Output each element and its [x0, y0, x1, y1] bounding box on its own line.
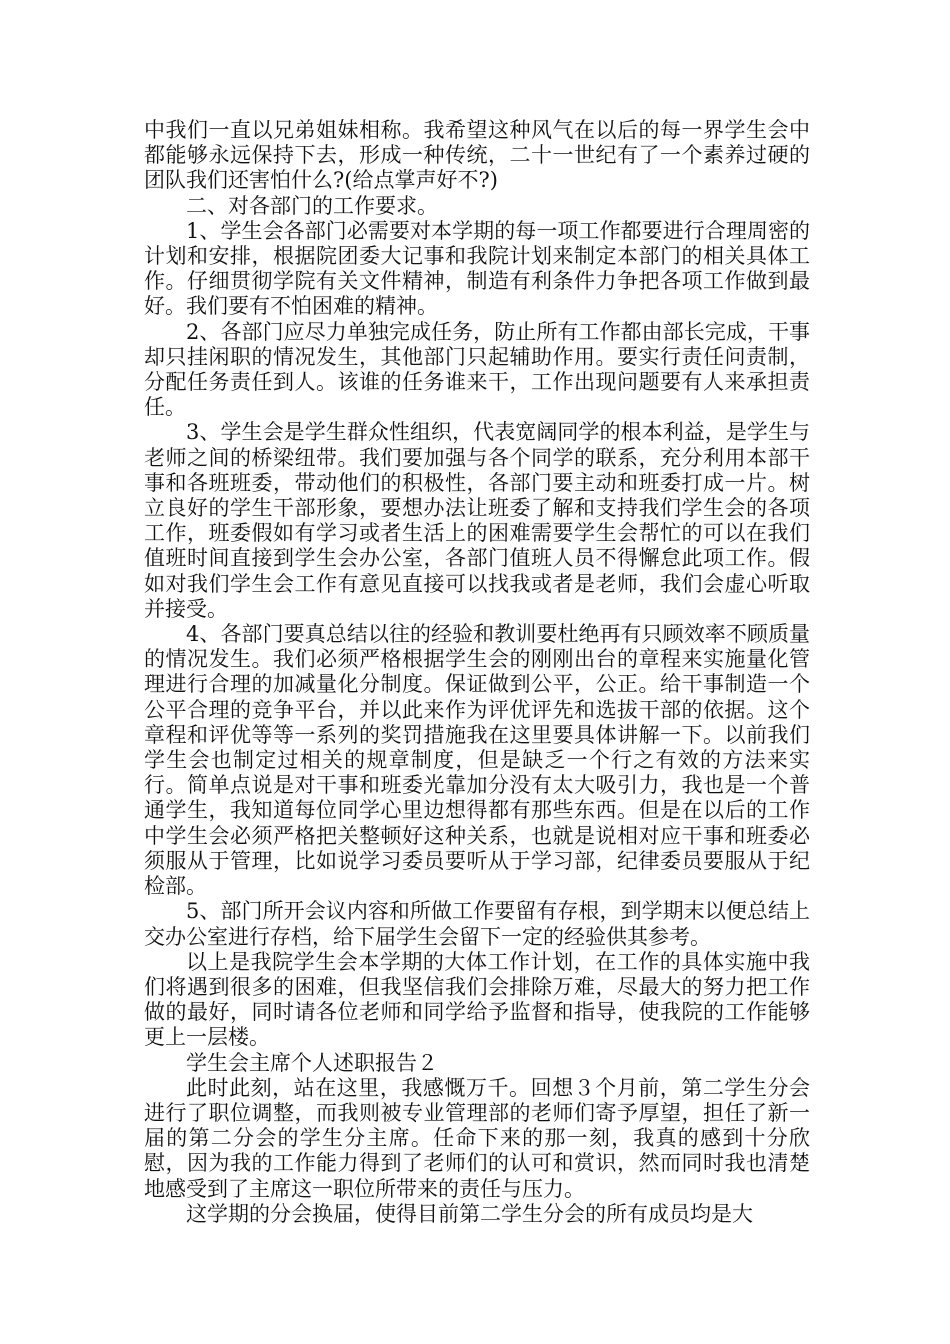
paragraph-item-3: 3、学生会是学生群众性组织，代表宽阔同学的根本利益，是学生与老师之间的桥梁纽带。我们要加强与各个同学的联系，充分利用本部干事和各班班委，带动他们的积极性，各部门要主动和班委打成一片。树立良好的学生干部形象，要想办法让班委了解和支持我们学生会的各项工作，班委假如有学习或者生活上的困难需要学生会帮忙的可以在我们值班时间直接到学生会办公室，各部门值班人员不得懈怠此项工作。假如对我们学生会工作有意见直接可以找我或者是老师，我们会虚心听取并接受。	[144, 420, 810, 621]
report-title-2: 学生会主席个人述职报告２	[186, 1050, 438, 1075]
paragraph-report-continued: 这学期的分会换届，使得目前第二学生分会的所有成员均是大	[186, 1201, 753, 1226]
paragraph-item-4: 4、各部门要真总结以往的经验和教训要杜绝再有只顾效率不顾质量的情况发生。我们必须严格根据学生会的刚刚出台的章程来实施量化管理进行合理的加减量化分制度。保证做到公平，公正。给干事制造一个公平合理的竞争平台，并以此来作为评优评先和选拔干部的依据。这个章程和评优等等一系列的奖罚措施我在这里要具体讲解一下。以前我们学生会也制定过相关的规章制度，但是缺乏一个行之有效的方法来实行。简单点说是对干事和班委光靠加分没有太大吸引力，我也是一个普通学生，我知道每位同学心里边想得都有那些东西。但是在以后的工作中学生会必须严格把关整顿好这种关系，也就是说相对应干事和班委必须服从于管理，比如说学习委员要听从于学习部，纪律委员要服从于纪检部。	[144, 622, 810, 899]
paragraph-item-5: 5、部门所开会议内容和所做工作要留有存根，到学期末以便总结上交办公室进行存档，给下届学生会留下一定的经验供其参考。	[144, 899, 810, 949]
section-heading-department-requirements: 二、对各部门的工作要求。	[186, 193, 438, 218]
paragraph-item-1: 1、学生会各部门必需要对本学期的每一项工作都要进行合理周密的计划和安排，根据院团委大记事和我院计划来制定本部门的相关具体工作。仔细贯彻学院有关文件精神，制造有利条件力争把各项工作做到最好。我们要有不怕困难的精神。	[144, 218, 810, 319]
document-page	[144, 118, 810, 1227]
paragraph-report-intro: 此时此刻，站在这里，我感慨万千。回想３个月前，第二学生分会进行了职位调整，而我则被专业管理部的老师们寄予厚望，担任了新一届的第二分会的学生分主席。任命下来的那一刻，我真的感到十分欣慰，因为我的工作能力得到了老师们的认可和赏识，然而同时我也清楚地感受到了主席这一职位所带来的责任与压力。	[144, 1075, 810, 1201]
paragraph-item-2: 2、各部门应尽力单独完成任务，防止所有工作都由部长完成，干事却只挂闲职的情况发生，其他部门只起辅助作用。要实行责任问责制，分配任务责任到人。该谁的任务谁来干，工作出现问题要有人来承担责任。	[144, 319, 810, 420]
paragraph-summary: 以上是我院学生会本学期的大体工作计划，在工作的具体实施中我们将遇到很多的困难，但我坚信我们会排除万难，尽最大的努力把工作做的最好，同时请各位老师和同学给予监督和指导，使我院的工作能够更上一层楼。	[144, 949, 810, 1050]
paragraph-continuation: 中我们一直以兄弟姐妹相称。我希望这种风气在以后的每一界学生会中都能够永远保持下去，形成一种传统，二十一世纪有了一个素养过硬的团队我们还害怕什么?(给点掌声好不?)	[144, 118, 810, 193]
